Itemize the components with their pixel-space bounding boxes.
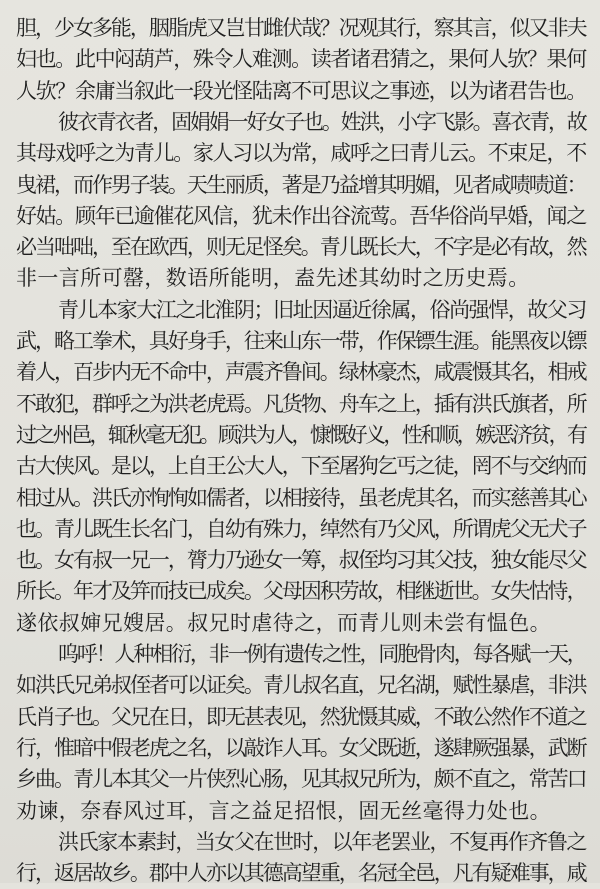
text-line: 乡曲。青儿本其父一片侠烈心肠，见其叔兄所为，颇不直之，常苦口 [16,767,586,792]
text-line: 彼衣青衣者，固娟娟一好女子也。姓洪，小字飞影。喜衣青，故 [58,109,586,134]
text-line: 好姑。顾年已逾催花风信，犹未作出谷流莺。吾华俗尚早婚，闻之 [16,203,586,228]
text-line: 人欤？余庸当叙此一段光怪陆离不可思议之事迹，以为诸君告也。 [16,78,586,103]
text-line: 遂依叔婶兄嫂居。叔兄时虐待之，而青儿则未尝有愠色。 [16,610,551,635]
text-line: 不敢犯，群呼之为洪老虎焉。凡货物、舟车之上，插有洪氏旗者，所 [16,391,586,416]
text-line: 行，惟暗中假老虎之名，以敲诈人耳。女父既逝，遂肆厥强暴，武断 [16,735,586,760]
text-line: 也。女有叔一兄一，膂力乃逊女一筹，叔侄均习其父技，独女能尽父 [16,548,586,573]
text-line: 劝谏，奈春风过耳，言之益足招恨，固无丝毫得力处也。 [16,798,551,823]
text-line: 青儿本家大江之北淮阴；旧址因逼近徐属，俗尚强悍，故父习 [58,297,586,322]
text-line: 过之州邑，辄秋毫无犯。顾洪为人，慷慨好义，性和顺，嫉恶济贫，有 [16,422,586,447]
text-line: 其母戏呼之为青儿。家人习以为常，咸呼之曰青儿云。不束足，不 [16,141,586,166]
text-line: 必当咄咄，至在欧西，则无足怪矣。青儿既长大，不字是必有故，然 [16,235,586,260]
text-line: 如洪氏兄弟叔侄者可以证矣。青儿叔名直，兄名湖，赋性暴虐，非洪 [16,673,586,698]
text-line: 氏肖子也。父兄在日，即无甚表见，然犹慑其威，不敢公然作不道之 [16,704,586,729]
text-line: 非一言所可罄，数语所能明，盍先述其幼时之历史焉。 [16,266,530,291]
text-line: 相过从。洪氏亦恂恂如儒者，以相接待，虽老虎其名，而实慈善其心 [16,485,586,510]
text-line: 胆，少女多能，胭脂虎又岂甘雌伏哉？况观其行，察其言，似又非夫 [16,16,586,40]
text-line: 古大侠风。是以，上自王公大人，下至屠狗乞丐之徒，罔不与交纳而 [16,454,586,479]
text-line: 呜呼！人种相衍，非一例有遗传之性，同胞骨肉，每各赋一天， [58,642,586,666]
text-line: 洪氏家本素封，当女父在世时，以年老罢业，不复再作齐鲁之 [58,829,586,854]
text-line: 妇也。此中闷葫芦，殊令人难测。读者诸君猜之，果何人欤？果何 [16,47,586,72]
text-line: 所长。年才及笄而技已成矣。父母因积劳故，相继逝世。女失怙恃， [16,579,586,604]
text-line: 曳裙，而作男子装。天生丽质，著是乃益增其明媚，见者咸啧啧道： [16,172,586,197]
text-line: 也。青儿既生长名门，自幼有殊力，绰然有乃父风，所谓虎父无犬子 [16,516,586,541]
text-line: 武，略工拳术，具好身手，往来山东一带，作保镖生涯。能黑夜以镖 [16,329,586,353]
text-line: 行，返居故乡。郡中人亦以其德高望重，名冠全邑，凡有疑难事，咸 [16,861,586,886]
text-line: 着人，百步内无不命中，声震齐鲁间。绿林豪杰，咸震慑其名，相戒 [16,360,586,385]
